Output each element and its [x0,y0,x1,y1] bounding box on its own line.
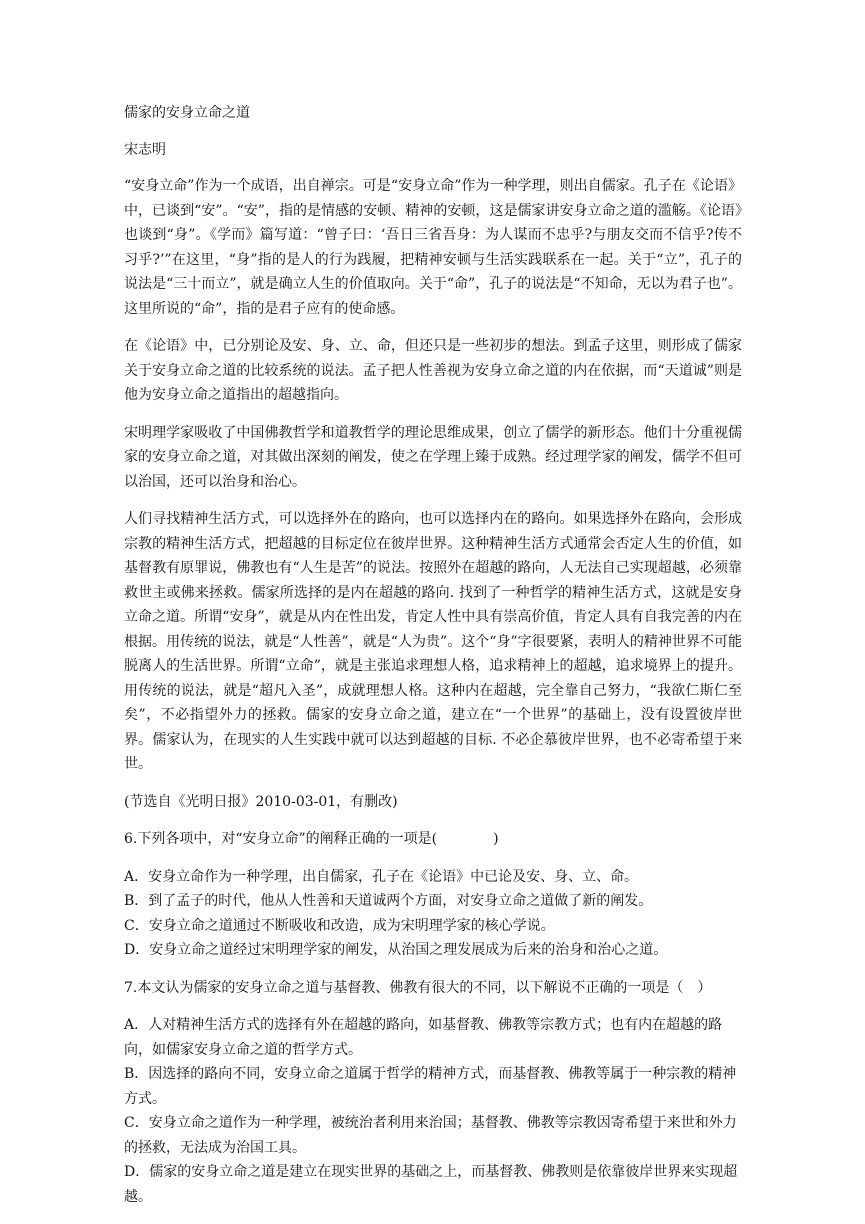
answer-option-b: B．到了孟子的时代，他从人性善和天道诚两个方面，对安身立命之道做了新的阐发。 [124,893,653,909]
answer-options [124,1013,742,1209]
answer-option-d: D．儒家的安身立命之道是建立在现实世界的基础之上，而基督教、佛教则是依靠彼岸世界来实现超越。 [124,1164,738,1205]
article-paragraph: “安身立命”作为一个成语，出自禅宗。可是“安身立命”作为一种学理，则出自儒家。孔子在《论语》中，已谈到“安”。“安”，指的是情感的安顿、精神的安顿，这是儒家讲安身立命之道的滥觞。《论语》也谈到“身”。《学而》篇写道：“曾子曰：‘吾日三省吾身：为人谋而不忠乎?与朋友交而不信乎?传不习乎?’”在这里，“身”指的是人的行为践履，把精神安顿与生活实践联系在一起。关于“立”，孔子的说法是“三十而立”，就是确立人生的价值取向。关于“命”，孔子的说法是“不知命，无以为君子也”。这里所说的“命”，指的是君子应有的使命感。 [124,178,742,317]
answer-option-c: C．安身立命之道通过不断吸收和改造，成为宋明理学家的核心学说。 [124,917,555,934]
answer-option-a: A．安身立命作为一种学理，出自儒家，孔子在《论语》中已论及安、身、立、命。 [124,868,639,885]
answer-options [124,865,742,963]
question-6 [124,827,742,963]
article-title: 儒家的安身立命之道 [124,105,250,121]
answer-option-b: B．因选择的路向不同，安身立命之道属于哲学的精神方式，而基督教、佛教等属于一种宗教的精神方式。 [124,1066,737,1107]
answer-option-a: A．人对精神生活方式的选择有外在超越的路向，如基督教、佛教等宗教方式；也有内在超越的路向，如儒家安身立命之道的哲学方式。 [124,1017,723,1058]
question-7 [124,976,742,1210]
article-paragraph: 人们寻找精神生活方式，可以选择外在的路向，也可以选择内在的路向。如果选择外在路向，会形成宗教的精神生活方式，把超越的目标定位在彼岸世界。这种精神生活方式通常会否定人生的价值，如基督教有原罪说，佛教也有“人生是苦”的说法。按照外在超越的路向，人无法自己实现超越，必须靠救世主或佛来拯救。儒家所选择的是内在超越的路向. 找到了一种哲学的精神生活方式，这就是安身立命之道。所谓“安身”，就是从内在性出发，肯定人性中具有崇高价值，肯定人具有自我完善的内在根据。用传统的说法，就是“人性善”，就是“人为贵”。这个“身”字很要紧，表明人的精神世界不可能脱离人的生活世界。所谓“立命”，就是主张追求理想人格，追求精神上的超越，追求境界上的提升。用传统的说法，就是“超凡入圣”，成就理想人格。这种内在超越，完全靠自己努力，“我欲仁斯仁至矣”，不必指望外力的拯救。儒家的安身立命之道，建立在“一个世界”的基础上，没有设置彼岸世界。儒家认为，在现实的人生实践中就可以达到超越的目标. 不必企慕彼岸世界，也不必寄希望于来世。 [124,511,742,772]
answer-option-d: D．安身立命之道经过宋明理学家的阐发，从治国之理发展成为后来的治身和治心之道。 [124,942,668,958]
article-source: (节选自《光明日报》2010-03-01，有删改) [124,793,398,810]
answer-option-c: C．安身立命之道作为一种学理，被统治者利用来治国；基督教、佛教等宗教因寄希望于来世和外力的拯救，无法成为治国工具。 [124,1115,737,1156]
article-author: 宋志明 [124,141,166,158]
document-page [124,101,742,1222]
article-paragraph: 在《论语》中，已分别论及安、身、立、命，但还只是一些初步的想法。到孟子这里，则形成了儒家关于安身立命之道的比较系统的说法。孟子把人性善视为安身立命之道的内在依据，而“天道诚”则是他为安身立命之道指出的超越指向。 [124,338,742,403]
question-stem: 7.本文认为儒家的安身立命之道与基督教、佛教有很大的不同，以下解说不正确的一项是（ ） [124,979,712,996]
article-paragraph: 宋明理学家吸收了中国佛教哲学和道教哲学的理论思维成果，创立了儒学的新形态。他们十分重视儒家的安身立命之道，对其做出深刻的阐发，使之在学理上臻于成熟。经过理学家的阐发，儒学不但可以治国，还可以治身和治心。 [124,424,742,490]
question-stem: 6.下列各项中，对“安身立命”的阐释正确的一项是( ) [124,831,499,847]
